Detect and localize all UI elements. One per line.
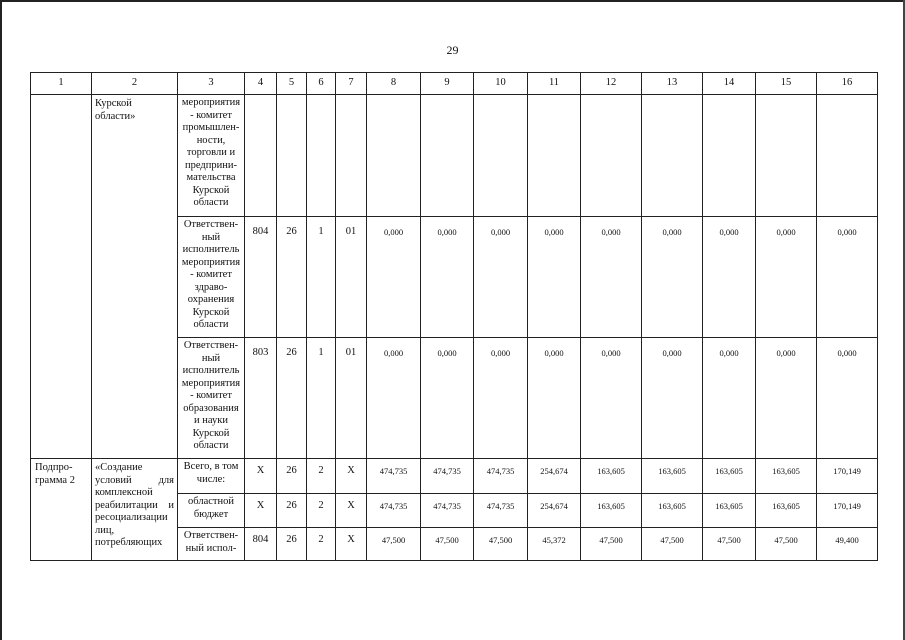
value-cell: 0,000 bbox=[421, 338, 474, 459]
value-cell: 0,000 bbox=[581, 217, 642, 338]
value-cell: 163,605 bbox=[581, 459, 642, 494]
value-cell bbox=[421, 95, 474, 217]
value-cell: 47,500 bbox=[703, 528, 756, 561]
value-cell: 49,400 bbox=[817, 528, 878, 561]
code-cell: X bbox=[336, 528, 367, 561]
value-cell: 474,735 bbox=[421, 459, 474, 494]
value-cell: 0,000 bbox=[528, 338, 581, 459]
value-cell: 163,605 bbox=[703, 459, 756, 494]
value-cell: 163,605 bbox=[581, 494, 642, 528]
header-cell: 5 bbox=[277, 73, 307, 95]
value-cell: 0,000 bbox=[474, 217, 528, 338]
value-cell: 170,149 bbox=[817, 459, 878, 494]
value-cell bbox=[642, 95, 703, 217]
value-cell: 163,605 bbox=[642, 459, 703, 494]
code-cell: 2 bbox=[307, 494, 336, 528]
budget-table bbox=[30, 72, 878, 561]
program-title-cell: Курской области» bbox=[92, 95, 178, 459]
value-cell: 0,000 bbox=[642, 338, 703, 459]
code-cell: 01 bbox=[336, 217, 367, 338]
code-cell: 26 bbox=[277, 494, 307, 528]
header-cell: 10 bbox=[474, 73, 528, 95]
value-cell: 163,605 bbox=[703, 494, 756, 528]
value-cell bbox=[367, 95, 421, 217]
header-cell: 7 bbox=[336, 73, 367, 95]
value-cell: 474,735 bbox=[474, 459, 528, 494]
code-cell: X bbox=[336, 494, 367, 528]
value-cell: 0,000 bbox=[817, 217, 878, 338]
code-cell: 804 bbox=[245, 528, 277, 561]
program-title-cell: «Создание условий для комплексной реабилитации и ресоциализации лиц, потребляющих bbox=[92, 459, 178, 561]
value-cell: 0,000 bbox=[421, 217, 474, 338]
program-cell bbox=[31, 95, 92, 459]
value-cell: 0,000 bbox=[756, 217, 817, 338]
code-cell: 803 bbox=[245, 338, 277, 459]
code-cell: 26 bbox=[277, 528, 307, 561]
code-cell: 2 bbox=[307, 528, 336, 561]
value-cell: 474,735 bbox=[421, 494, 474, 528]
value-cell bbox=[474, 95, 528, 217]
page-border-top bbox=[0, 0, 905, 2]
value-cell: 163,605 bbox=[756, 494, 817, 528]
value-cell: 47,500 bbox=[367, 528, 421, 561]
header-cell: 15 bbox=[756, 73, 817, 95]
value-cell: 170,149 bbox=[817, 494, 878, 528]
table-row bbox=[31, 95, 878, 217]
value-cell: 474,735 bbox=[367, 494, 421, 528]
value-cell: 0,000 bbox=[528, 217, 581, 338]
code-cell: X bbox=[245, 494, 277, 528]
value-cell: 0,000 bbox=[581, 338, 642, 459]
header-cell: 3 bbox=[178, 73, 245, 95]
code-cell: 26 bbox=[277, 338, 307, 459]
value-cell bbox=[528, 95, 581, 217]
header-cell: 2 bbox=[92, 73, 178, 95]
value-cell bbox=[581, 95, 642, 217]
header-cell: 12 bbox=[581, 73, 642, 95]
value-cell: 254,674 bbox=[528, 494, 581, 528]
value-cell: 47,500 bbox=[756, 528, 817, 561]
code-cell: 01 bbox=[336, 338, 367, 459]
value-cell: 0,000 bbox=[474, 338, 528, 459]
value-cell: 0,000 bbox=[642, 217, 703, 338]
value-cell: 163,605 bbox=[642, 494, 703, 528]
executor-cell: Ответствен-ный испол- bbox=[178, 528, 245, 561]
code-cell: 2 bbox=[307, 459, 336, 494]
value-cell bbox=[817, 95, 878, 217]
executor-cell: мероприятия - комитет промышлен-ности, торговли и предприни-мательства Курской области bbox=[178, 95, 245, 217]
header-cell: 6 bbox=[307, 73, 336, 95]
value-cell: 163,605 bbox=[756, 459, 817, 494]
executor-cell: Ответствен-ный исполнитель мероприятия - комитет образования и науки Курской области bbox=[178, 338, 245, 459]
value-cell bbox=[703, 95, 756, 217]
code-cell: 1 bbox=[307, 217, 336, 338]
code-cell: 26 bbox=[277, 459, 307, 494]
code-cell: X bbox=[336, 459, 367, 494]
value-cell: 0,000 bbox=[817, 338, 878, 459]
header-cell: 13 bbox=[642, 73, 703, 95]
page-border-left bbox=[0, 0, 2, 640]
header-cell: 11 bbox=[528, 73, 581, 95]
value-cell: 254,674 bbox=[528, 459, 581, 494]
header-cell: 1 bbox=[31, 73, 92, 95]
value-cell: 0,000 bbox=[703, 338, 756, 459]
value-cell: 474,735 bbox=[367, 459, 421, 494]
value-cell: 47,500 bbox=[474, 528, 528, 561]
page-number: 29 bbox=[446, 43, 459, 57]
table-row bbox=[31, 459, 878, 494]
code-cell bbox=[245, 95, 277, 217]
code-cell bbox=[277, 95, 307, 217]
header-row bbox=[31, 73, 878, 95]
value-cell: 0,000 bbox=[756, 338, 817, 459]
code-cell bbox=[307, 95, 336, 217]
value-cell: 0,000 bbox=[367, 338, 421, 459]
executor-cell: Всего, в том числе: bbox=[178, 459, 245, 494]
value-cell: 47,500 bbox=[421, 528, 474, 561]
executor-cell: Ответствен-ный исполнитель мероприятия - комитет здраво-охранения Курской области bbox=[178, 217, 245, 338]
header-cell: 8 bbox=[367, 73, 421, 95]
code-cell bbox=[336, 95, 367, 217]
header-cell: 16 bbox=[817, 73, 878, 95]
value-cell bbox=[756, 95, 817, 217]
header-cell: 4 bbox=[245, 73, 277, 95]
code-cell: 26 bbox=[277, 217, 307, 338]
header-cell: 9 bbox=[421, 73, 474, 95]
header-cell: 14 bbox=[703, 73, 756, 95]
value-cell: 47,500 bbox=[642, 528, 703, 561]
value-cell: 474,735 bbox=[474, 494, 528, 528]
executor-cell: областной бюджет bbox=[178, 494, 245, 528]
value-cell: 0,000 bbox=[703, 217, 756, 338]
value-cell: 45,372 bbox=[528, 528, 581, 561]
code-cell: 1 bbox=[307, 338, 336, 459]
code-cell: 804 bbox=[245, 217, 277, 338]
value-cell: 47,500 bbox=[581, 528, 642, 561]
code-cell: X bbox=[245, 459, 277, 494]
program-cell: Подпро-грамма 2 bbox=[31, 459, 92, 561]
value-cell: 0,000 bbox=[367, 217, 421, 338]
